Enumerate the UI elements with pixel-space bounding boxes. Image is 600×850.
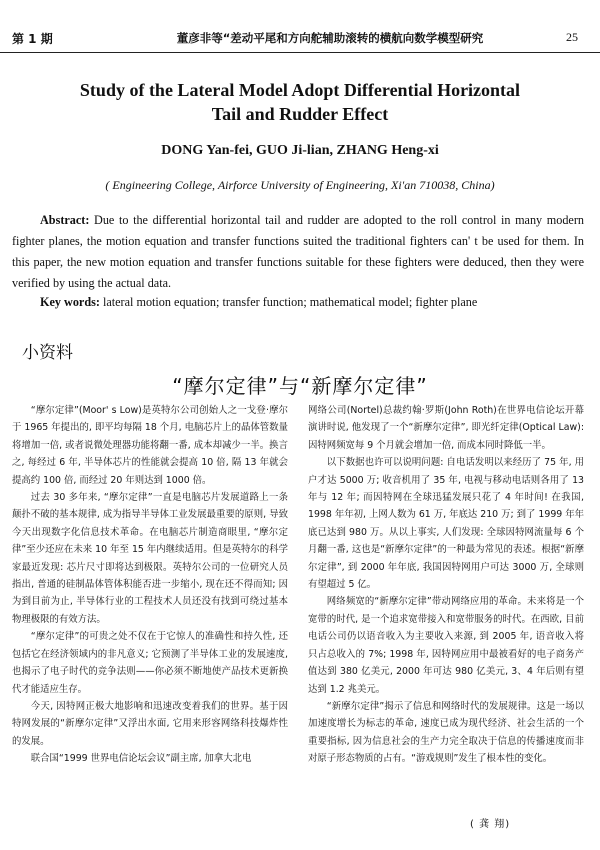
running-header — [0, 30, 600, 53]
page-number: 25 — [566, 30, 578, 44]
left-paragraph: 过去 30 多年来, “摩尔定律”一直是电脑芯片发展道路上一条颠扑不破的基本规律, 成为指导半导体工业发展最重要的原则, 导致今天出现数字化信息技术革命。在电脑芯片制造商眼里, “摩尔定律”至少还应在未来 10 年至 15 年内继续适用。但是英特尔的科学家最近发现: 芯片尺寸即将达到极限。英特尔公司的一位研究人员指出, 普通的硅制晶体管体积能否进一步缩小, 现在还不得而知; 因为到目前为止, 半导体行业的工程技术人员还没有找到可绕过基本物理极限的有效方法。 — [12, 492, 288, 625]
keywords-label: Key words: — [40, 295, 100, 309]
right-paragraph: 网络频宽的“新摩尔定律”带动网络应用的革命。未来将是一个宽带的时代, 是一个追求宽带接入和宽带服务的时代。在西欧, 目前电话公司仍以语音收入为主要收入来源, 到 2005 年, 语音收入将只占总收入的 7%; 1998 年, 因特网应用中最被看好的电子商务产值达到 380 亿美元, 2000 年可达 980 亿美元, 3、4 年后则有望达到 1.2 兆美元。 — [308, 596, 584, 695]
abstract-label: Abstract: — [40, 213, 90, 227]
right-paragraph: “新摩尔定律”揭示了信息和网络时代的发展规律。这是一场以加速度增长为标志的革命, 速度已成为现代经济、社会生活的一个重要指标, 因为信息社会的生产力完全取决于信息的传播速度而非对原子形态物质的占有。“游戏规则”发生了根本性的变化。 — [308, 700, 584, 765]
left-paragraph: 今天, 因特网正极大地影响和迅速改变着我们的世界。基于因特网发展的“新摩尔定律”又浮出水面, 它用来形容网络科技爆炸性的发展。 — [12, 700, 288, 747]
sidebar-title: “摩尔定律”与“新摩尔定律” — [172, 374, 428, 398]
left-paragraph: “摩尔定律”的可贵之处不仅在于它惊人的准确性和持久性, 还包括它在经济领域内的非凡意义; 它预测了半导体工业的发展速度, 也揭示了电子时代的竞争法则——你必须不断地使产品技术更新换代才能适应生存。 — [12, 631, 288, 695]
authors: DONG Yan-fei, GUO Ji-lian, ZHANG Heng-xi — [161, 143, 439, 158]
author-signoff: ( 龚 翔) — [470, 819, 511, 830]
affiliation: ( Engineering College, Airforce University of Engineering, Xi'an 710038, China) — [105, 178, 495, 192]
english-title-line-2: Tail and Rudder Effect — [211, 104, 389, 124]
keywords — [12, 292, 584, 313]
issue-number: 第 1 期 — [12, 32, 53, 46]
abstract — [12, 210, 584, 294]
sidebar-left-column — [12, 402, 288, 768]
english-title — [40, 78, 560, 126]
left-paragraph: “摩尔定律”(Moor' s Low)是英特尔公司创始人之一戈登·摩尔于 1965 年提出的, 即平均每隔 18 个月, 电脑芯片上的晶体管数量将增加一倍, 或者说微处理器功能将翻一番, 成本却减少一半。换言之, 每经过 6 年, 半导体芯片的性能就会提高 10 倍, 隔 13 年就会提高约 100 倍, 而经过 20 年则达到 1000 倍。 — [12, 405, 288, 486]
running-title: 董彦非等“差动平尾和方向舵辅助滚转的横航向数学模型研究 — [176, 31, 484, 45]
keywords-text: lateral motion equation; transfer function; mathematical model; fighter plane — [99, 295, 478, 309]
right-paragraph: 网络公司(Nortel)总裁约翰·罗斯(John Roth)在世界电信论坛开幕演讲时说, 他发现了一个“新摩尔定律”, 即光纤定律(Optical Law): 因特网频宽每 9 个月就会增加一倍, 而成本同时降低一半。 — [308, 405, 584, 451]
section-label: 小资料 — [22, 343, 73, 363]
right-paragraph: 以下数据也许可以说明问题: 自电话发明以来经历了 75 年, 用户才达 5000 万; 收音机用了 35 年, 电视与移动电话则各用了 13 年与 12 年; 而因特网在全球迅猛发展只花了 4 年时间! 在我国, 1998 年年初, 上网人数为 61 万, 年底达 210 万; 到了 1999 年年底已达到 980 万。从以上事实, 人们发现: 全球因特网流量每 6 个月翻一番, 这也是“新摩尔定律”的一种最为常见的表述。根据“新摩尔定律”, 到 2000 年年底, 我国因特网用户可达 3000 万, 全球则有望超过 5 亿。 — [308, 457, 584, 591]
abstract-text: Due to the differential horizontal tail and rudder are adopted to the roll control in many modern fighter planes, the motion equation and transfer functions suited the traditional fighters can' t be used for them. In this paper, the new motion equation and transfer functions suitable for these fighters were deduced, then they were verified by using the actual data. — [12, 213, 584, 290]
english-title-line-1: Study of the Lateral Model Adopt Differential Horizontal — [79, 80, 521, 100]
left-paragraph: 联合国“1999 世界电信论坛会议”副主席, 加拿大北电 — [30, 753, 252, 765]
sidebar-right-column — [308, 402, 584, 768]
